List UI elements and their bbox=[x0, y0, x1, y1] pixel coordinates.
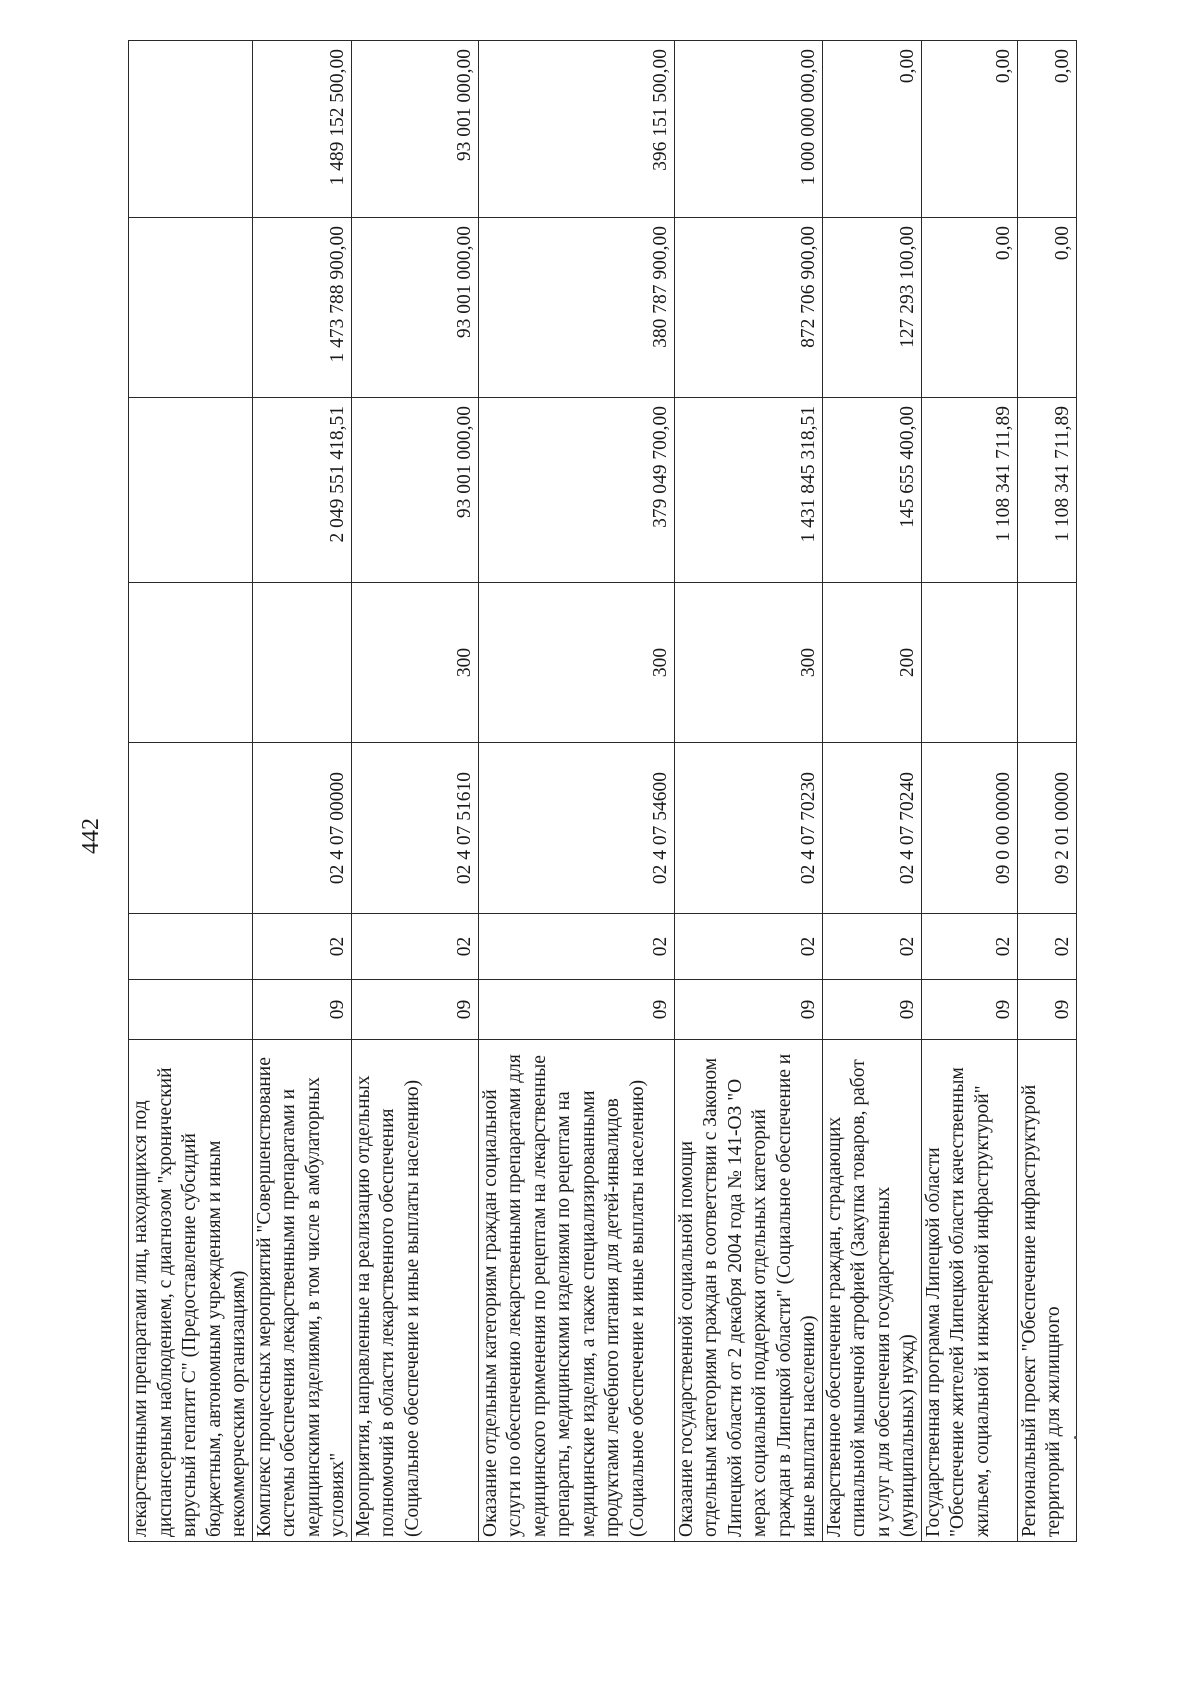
section-code: 09 bbox=[478, 980, 674, 1040]
target-article-code: 09 2 01 00000 bbox=[1017, 743, 1076, 914]
amount-year-1: 145 655 400,00 bbox=[822, 398, 921, 583]
amount-year-3: 1 489 152 500,00 bbox=[252, 41, 351, 218]
amount-year-1: 1 108 341 711,89 bbox=[1017, 398, 1076, 583]
row-description: Государственная программа Липецкой области "Обеспечение жителей Липецкой области качественным жильем, социальной и инженерной инфраструктурой" bbox=[921, 1040, 1017, 1542]
subsection-code: 02 bbox=[1017, 914, 1076, 980]
expense-type-code bbox=[921, 583, 1017, 743]
budget-table bbox=[128, 40, 1077, 1542]
section-code: 09 bbox=[351, 980, 478, 1040]
amount-year-3: 396 151 500,00 bbox=[478, 41, 674, 218]
amount-year-3: 93 001 000,00 bbox=[351, 41, 478, 218]
target-article-code: 02 4 07 70240 bbox=[822, 743, 921, 914]
target-article-code bbox=[129, 743, 253, 914]
table-row bbox=[252, 41, 351, 1542]
subsection-code: 02 bbox=[351, 914, 478, 980]
target-article-code: 02 4 07 54600 bbox=[478, 743, 674, 914]
expense-type-code: 300 bbox=[351, 583, 478, 743]
amount-year-1: 1 431 845 318,51 bbox=[674, 398, 822, 583]
section-code bbox=[129, 980, 253, 1040]
amount-year-2: 93 001 000,00 bbox=[351, 218, 478, 398]
expense-type-code bbox=[1017, 583, 1076, 743]
row-description: Лекарственное обеспечение граждан, страдающих спинальной мышечной атрофией (Закупка товаров, работ и услуг для обеспечения государственных (муниципальных) нужд) bbox=[822, 1040, 921, 1542]
row-description: Оказание государственной социальной помощи отдельным категориям граждан в соответствии с Законом Липецкой области от 2 декабря 2004 года № 141-ОЗ "О мерах социальной поддержки отдельных категорий граждан в Липецкой области" (Социальное обеспечение и иные выплаты населению) bbox=[674, 1040, 822, 1542]
row-description: Комплекс процессных мероприятий "Совершенствование системы обеспечения лекарственными препаратами и медицинскими изделиями, в том числе в амбулаторных условиях" bbox=[252, 1040, 351, 1542]
amount-year-3: 1 000 000 000,00 bbox=[674, 41, 822, 218]
expense-type-code: 300 bbox=[478, 583, 674, 743]
row-description: лекарственными препаратами лиц, находящихся под диспансерным наблюдением, с диагнозом "хронический вирусный гепатит С" (Предоставление субсидий бюджетным, автономным учреждениям и иным некоммерческим организациям) bbox=[129, 1040, 253, 1542]
expense-type-code bbox=[129, 583, 253, 743]
expense-type-code bbox=[252, 583, 351, 743]
amount-year-2: 0,00 bbox=[1017, 218, 1076, 398]
subsection-code bbox=[129, 914, 253, 980]
amount-year-2: 380 787 900,00 bbox=[478, 218, 674, 398]
amount-year-3: 0,00 bbox=[822, 41, 921, 218]
amount-year-3: 0,00 bbox=[921, 41, 1017, 218]
amount-year-2: 872 706 900,00 bbox=[674, 218, 822, 398]
table-row bbox=[478, 41, 674, 1542]
target-article-code: 02 4 07 70230 bbox=[674, 743, 822, 914]
section-code: 09 bbox=[822, 980, 921, 1040]
table-row bbox=[921, 41, 1017, 1542]
expense-type-code: 200 bbox=[822, 583, 921, 743]
amount-year-2: 0,00 bbox=[921, 218, 1017, 398]
section-code: 09 bbox=[674, 980, 822, 1040]
amount-year-3: 0,00 bbox=[1017, 41, 1076, 218]
amount-year-1: 2 049 551 418,51 bbox=[252, 398, 351, 583]
amount-year-2: 1 473 788 900,00 bbox=[252, 218, 351, 398]
table-row bbox=[822, 41, 921, 1542]
target-article-code: 09 0 00 00000 bbox=[921, 743, 1017, 914]
row-description: Мероприятия, направленные на реализацию отдельных полномочий в области лекарственного обеспечения (Социальное обеспечение и иные выплаты населению) bbox=[351, 1040, 478, 1542]
row-description: Оказание отдельным категориям граждан социальной услуги по обеспечению лекарственными препаратами для медицинского применения по рецептам на лекарственные препараты, медицинскими изделиями по рецептам на медицинские изделия, а также специализированными продуктами лечебного питания для детей-инвалидов (Социальное обеспечение и иные выплаты населению) bbox=[478, 1040, 674, 1542]
page-number: 442 bbox=[78, 818, 104, 854]
row-description: Региональный проект "Обеспечение инфраструктурой территорий для жилищного bbox=[1017, 1040, 1076, 1542]
target-article-code: 02 4 07 51610 bbox=[351, 743, 478, 914]
section-code: 09 bbox=[921, 980, 1017, 1040]
amount-year-2 bbox=[129, 218, 253, 398]
table-row bbox=[674, 41, 822, 1542]
table-row bbox=[129, 41, 253, 1542]
table-row bbox=[351, 41, 478, 1542]
target-article-code: 02 4 07 00000 bbox=[252, 743, 351, 914]
scan-dot bbox=[1074, 1436, 1077, 1439]
amount-year-3 bbox=[129, 41, 253, 218]
section-code: 09 bbox=[252, 980, 351, 1040]
amount-year-1: 1 108 341 711,89 bbox=[921, 398, 1017, 583]
amount-year-1 bbox=[129, 398, 253, 583]
subsection-code: 02 bbox=[921, 914, 1017, 980]
amount-year-2: 127 293 100,00 bbox=[822, 218, 921, 398]
table-row bbox=[1017, 41, 1076, 1542]
subsection-code: 02 bbox=[674, 914, 822, 980]
subsection-code: 02 bbox=[252, 914, 351, 980]
section-code: 09 bbox=[1017, 980, 1076, 1040]
amount-year-1: 93 001 000,00 bbox=[351, 398, 478, 583]
subsection-code: 02 bbox=[822, 914, 921, 980]
subsection-code: 02 bbox=[478, 914, 674, 980]
amount-year-1: 379 049 700,00 bbox=[478, 398, 674, 583]
expense-type-code: 300 bbox=[674, 583, 822, 743]
